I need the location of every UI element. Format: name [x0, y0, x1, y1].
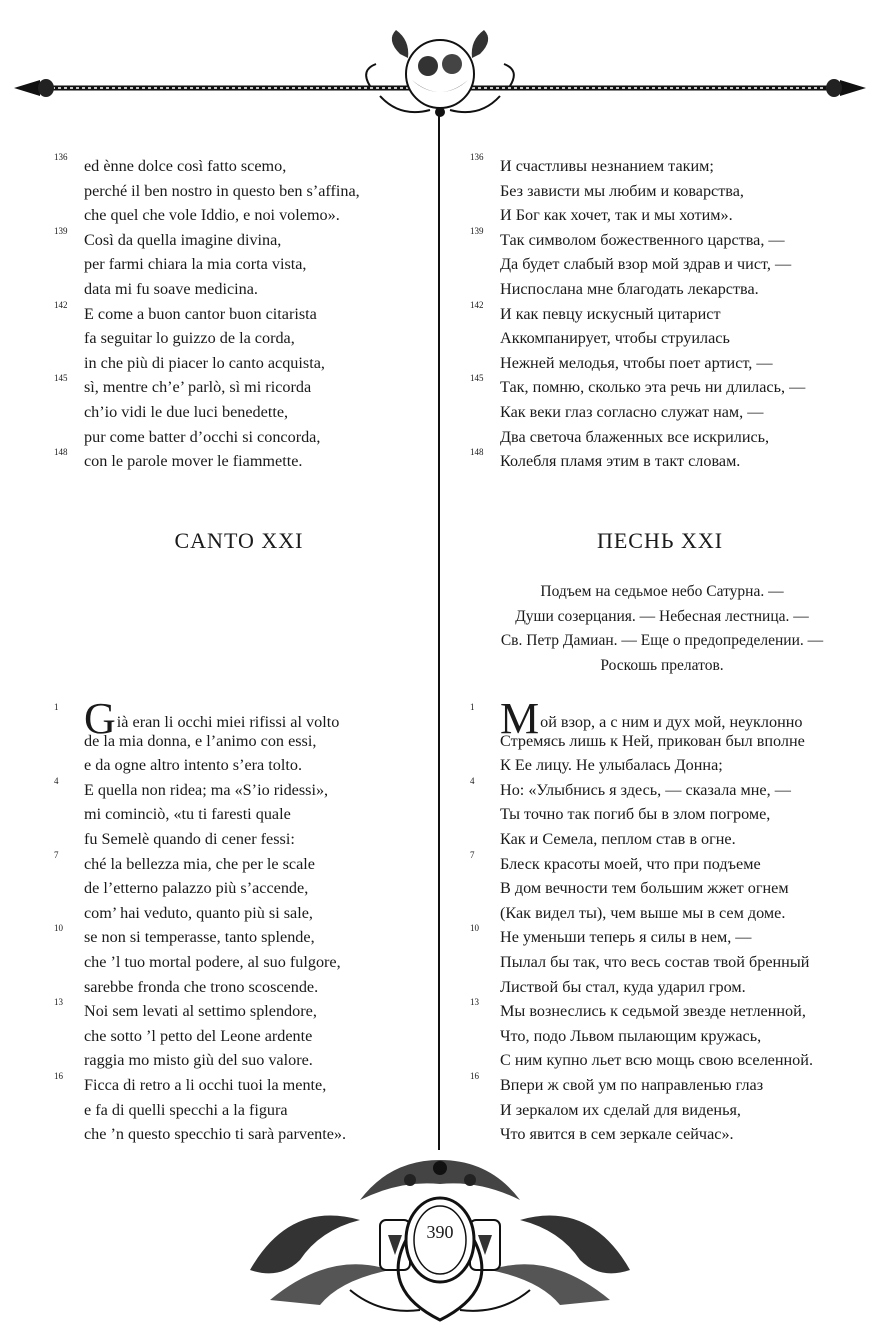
- verse-text: Аккомпанирует, чтобы струилась: [500, 329, 730, 348]
- verse-line: [54, 849, 424, 877]
- verse-text: ch’io vidi le due luci benedette,: [84, 402, 289, 421]
- verse-line: [470, 375, 850, 400]
- verse-line: [54, 252, 424, 277]
- argument-line: Подъем на седьмое небо Сатурна. —: [540, 583, 784, 600]
- verse-line: [470, 252, 850, 277]
- verse-text: Как веки глаз согласно служат нам, —: [500, 402, 764, 421]
- verse-line: [54, 154, 424, 179]
- verse-line: [54, 729, 424, 754]
- verse-number: 142: [470, 299, 484, 310]
- verse-line: [470, 1048, 850, 1073]
- verse-text: data mi fu soave medicina.: [84, 279, 258, 298]
- verse-number: 142: [54, 299, 68, 310]
- verse-number: 139: [470, 225, 484, 236]
- verse-number: 7: [54, 849, 59, 860]
- verse-line: [470, 925, 850, 950]
- verse-text: fu Semelè quando di cener fessi:: [84, 829, 295, 848]
- column-divider: [438, 110, 440, 1150]
- verse-line: [470, 425, 850, 450]
- verse-line: [54, 425, 424, 450]
- verse-text: se non si temperasse, tanto splende,: [84, 928, 315, 947]
- verse-text: ой взор, а с ним и дух мой, неуклонно: [540, 713, 803, 731]
- verse-text: И счастливы незнанием таким;: [500, 157, 714, 175]
- verse-line: [54, 400, 424, 425]
- verse-text: Стремясь лишь к Ней, прикован был вполне: [500, 731, 805, 750]
- verse-text: Листвой бы стал, куда ударил гром.: [500, 977, 746, 996]
- verse-line: [54, 449, 424, 474]
- verse-line: [54, 753, 424, 778]
- verse-text: per farmi chiara la mia corta vista,: [84, 255, 307, 274]
- verse-line: [470, 775, 850, 803]
- verse-number: 139: [54, 225, 68, 236]
- verse-line: [470, 729, 850, 754]
- verse-number: 1: [54, 702, 59, 712]
- verse-line: [470, 1098, 850, 1123]
- verse-text: perché il ben nostro in questo ben s’affina,: [84, 181, 360, 200]
- verse-text: fa seguitar lo guizzo de la corda,: [84, 329, 295, 348]
- verse-text: Мы вознеслись к седьмой звезде нетленной,: [500, 1002, 806, 1021]
- verse-line: [470, 901, 850, 926]
- verse-text: che quel che vole Iddio, e noi volemo».: [84, 206, 340, 225]
- verse-line: [470, 326, 850, 351]
- verse-text: che ’l tuo mortal podere, al suo fulgore,: [84, 952, 341, 971]
- verse-number: 145: [54, 373, 68, 384]
- verse-line: [54, 876, 424, 901]
- verse-text: ià eran li occhi miei rifissi al volto: [116, 713, 340, 731]
- drop-cap: М: [500, 694, 540, 743]
- verse-text: Два светоча блаженных все искрились,: [500, 427, 770, 446]
- verse-text: pur come batter d’occhi si concorda,: [84, 427, 321, 446]
- verse-line: [470, 975, 850, 1000]
- verse-number: 148: [54, 447, 68, 458]
- verse-line: [470, 876, 850, 901]
- verse-number: 10: [54, 923, 63, 934]
- verse-text: Как и Семела, пеплом став в огне.: [500, 829, 736, 848]
- argument-line: Св. Петр Дамиан. — Еще о предопределении. —: [500, 632, 824, 650]
- verse-text: com’ hai veduto, quanto più si sale,: [84, 903, 313, 922]
- verse-text: E come a buon cantor buon citarista: [84, 304, 317, 323]
- verse-text: К Ее лицу. Не улыбалась Донна;: [500, 756, 723, 775]
- russian-text-bottom: [470, 694, 850, 1147]
- verse-line: [470, 849, 850, 877]
- verse-text: de la mia donna, e l’animo con essi,: [84, 731, 317, 750]
- verse-text: В дом вечности тем большим жжет огнем: [500, 879, 789, 898]
- verse-text: И как певцу искусный цитарист: [500, 304, 721, 323]
- verse-text: Так, помню, сколько эта речь ни длилась, —: [500, 378, 806, 397]
- verse-line: [54, 351, 424, 376]
- song-heading: ПЕСНЬ XXI: [596, 528, 724, 553]
- verse-text: e fa di quelli specchi a la figura: [84, 1100, 288, 1119]
- verse-number: 4: [54, 775, 59, 786]
- verse-text: Noi sem levati al settimo splendore,: [84, 1002, 317, 1021]
- verse-line: [54, 775, 424, 803]
- verse-line: [54, 901, 424, 926]
- verse-text: ed ènne dolce così fatto scemo,: [84, 157, 287, 175]
- verse-text: Без зависти мы любим и коварства,: [500, 181, 744, 200]
- verse-line: [470, 449, 850, 474]
- verse-line: [54, 203, 424, 228]
- verse-text: Пылал бы так, что весь состав твой бренный: [500, 952, 810, 971]
- verse-text: con le parole mover le fiammette.: [84, 452, 303, 471]
- verse-text: Что, подо Львом пылающим кружась,: [500, 1026, 762, 1045]
- verse-text: Блеск красоты моей, что при подъеме: [500, 854, 761, 873]
- verse-line: [54, 225, 424, 253]
- verse-text: Ficca di retro a li occhi tuoi la mente,: [84, 1075, 327, 1094]
- verse-text: sì, mentre ch’e’ parlò, sì mi ricorda: [84, 378, 312, 397]
- verse-line: [54, 326, 424, 351]
- verse-line: [470, 1070, 850, 1098]
- verse-line: [54, 975, 424, 1000]
- verse-number: 4: [470, 775, 475, 786]
- cherub-rope-ornament-icon: [0, 0, 880, 160]
- verse-number: 10: [470, 923, 479, 934]
- verse-line: [470, 203, 850, 228]
- verse-text: mi cominciò, «tu ti faresti quale: [84, 805, 291, 824]
- verse-text: raggia mo misto giù del suo valore.: [84, 1051, 313, 1070]
- verse-text: Ниспослана мне благодать лекарства.: [500, 279, 759, 298]
- verse-line: [54, 1024, 424, 1049]
- verse-line: [54, 375, 424, 400]
- verse-text: in che più di piacer lo canto acquista,: [84, 353, 325, 372]
- russian-text-top: [470, 154, 850, 474]
- italian-text-top: [54, 154, 424, 474]
- verse-text: Così da quella imagine divina,: [84, 230, 282, 249]
- verse-line: [470, 277, 850, 302]
- verse-text: (Как видел ты), чем выше мы в сем доме.: [500, 903, 786, 922]
- verse-line: [54, 950, 424, 975]
- verse-number: 7: [470, 849, 475, 860]
- verse-line: [470, 179, 850, 204]
- verse-line: [54, 925, 424, 950]
- verse-line: [470, 154, 850, 179]
- verse-line: [54, 299, 424, 327]
- verse-line: [54, 277, 424, 302]
- argument-line: Души созерцания. — Небесная лестница. —: [515, 607, 809, 625]
- verse-number: 1: [470, 702, 475, 712]
- verse-text: Колебля пламя этим в такт словам.: [500, 452, 741, 471]
- verse-text: Но: «Улыбнись я здесь, — сказала мне, —: [500, 780, 791, 799]
- verse-text: sarebbe fronda che trono scoscende.: [84, 977, 319, 996]
- italian-text-bottom: [54, 694, 424, 1147]
- verse-number: 13: [54, 997, 63, 1008]
- verse-line: [54, 802, 424, 827]
- verse-text: Да будет слабый взор мой здрав и чист, —: [500, 255, 792, 274]
- verse-number: 16: [54, 1070, 63, 1081]
- verse-number: 13: [470, 997, 479, 1008]
- verse-line: [54, 1048, 424, 1073]
- verse-text: E quella non ridea; ma «S’io ridessi»,: [84, 780, 329, 799]
- verse-line: [470, 753, 850, 778]
- page-number: 390: [426, 1222, 454, 1242]
- verse-line: [54, 999, 424, 1024]
- verse-number: 16: [470, 1070, 479, 1081]
- verse-text: Нежней мелодья, чтобы поет артист, —: [500, 353, 773, 372]
- verse-text: che ’n questo specchio ti sarà parvente».: [84, 1125, 347, 1144]
- verse-text: Так символом божественного царства, —: [500, 230, 785, 249]
- canto-argument: [462, 580, 862, 678]
- verse-line: [470, 351, 850, 376]
- canto-heading: CANTO XXI: [174, 528, 304, 553]
- drop-cap: G: [84, 694, 116, 743]
- verse-text: И зеркалом их сделай для виденья,: [500, 1100, 741, 1119]
- verse-text: e da ogne altro intento s’era tolto.: [84, 756, 303, 775]
- verse-number: 136: [54, 152, 68, 162]
- verse-number: 136: [470, 152, 484, 162]
- verse-line: [54, 1098, 424, 1123]
- verse-line: [470, 802, 850, 827]
- verse-line: [470, 400, 850, 425]
- verse-line: [470, 225, 850, 253]
- verse-text: Не уменьши теперь я силы в нем, —: [500, 928, 752, 947]
- verse-line: [470, 999, 850, 1024]
- verse-text: che sotto ’l petto del Leone ardente: [84, 1026, 313, 1045]
- verse-text: de l’etterno palazzo più s’accende,: [84, 879, 309, 898]
- verse-line: [470, 950, 850, 975]
- verse-number: 145: [470, 373, 484, 384]
- verse-text: Ты точно так погиб бы в злом погроме,: [500, 805, 771, 824]
- verse-line: [470, 1024, 850, 1049]
- verse-line: [54, 1070, 424, 1098]
- argument-line: Роскошь прелатов.: [600, 656, 724, 674]
- verse-line: [470, 299, 850, 327]
- verse-text: Впери ж свой ум по направленью глаз: [500, 1075, 764, 1094]
- verse-text: И Бог как хочет, так и мы хотим».: [500, 206, 733, 225]
- verse-text: С ним купно льет всю мощь свою вселенной.: [500, 1051, 813, 1070]
- verse-text: ché la bellezza mia, che per le scale: [84, 854, 315, 873]
- verse-line: [54, 179, 424, 204]
- verse-text: Что явится в сем зеркале сейчас».: [500, 1125, 734, 1144]
- verse-line: [470, 827, 850, 852]
- verse-number: 148: [470, 447, 484, 458]
- verse-line: [54, 827, 424, 852]
